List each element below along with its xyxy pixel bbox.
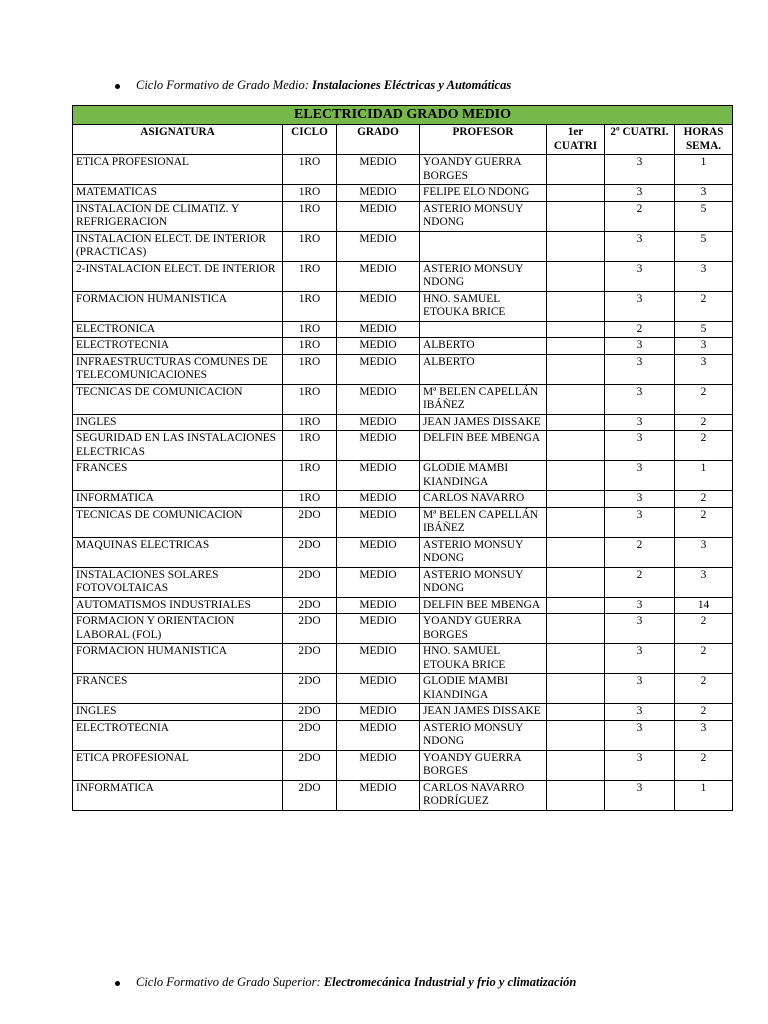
cell-horas-sema: 3 [675,354,733,384]
cell-2o-cuatri: 3 [605,614,675,644]
table-row [73,155,733,185]
cell-2o-cuatri: 3 [605,704,675,721]
cell-1er-cuatri [547,155,605,185]
cycle-lead-text: Ciclo Formativo de Grado Superior: [136,975,324,989]
cell-horas-sema: 1 [675,155,733,185]
cell-2o-cuatri: 3 [605,507,675,537]
cell-asignatura: TECNICAS DE COMUNICACION [73,384,283,414]
cell-2o-cuatri: 3 [605,185,675,202]
table-row [73,201,733,231]
cell-horas-sema: 5 [675,231,733,261]
table-row [73,354,733,384]
cell-horas-sema: 3 [675,338,733,355]
table-body [73,155,733,811]
cell-asignatura: ELECTRONICA [73,321,283,338]
cell-horas-sema: 2 [675,491,733,508]
cell-grado: MEDIO [337,644,420,674]
cell-2o-cuatri: 2 [605,537,675,567]
cell-asignatura: INGLES [73,704,283,721]
cell-asignatura: MAQUINAS ELECTRICAS [73,537,283,567]
cell-1er-cuatri [547,338,605,355]
cell-ciclo: 1RO [283,491,337,508]
cell-profesor: DELFIN BEE MBENGA [420,597,547,614]
cell-ciclo: 1RO [283,291,337,321]
cell-asignatura: SEGURIDAD EN LAS INSTALACIONES ELECTRICAS [73,431,283,461]
cell-profesor: ALBERTO [420,354,547,384]
cell-profesor: HNO. SAMUEL ETOUKA BRICE [420,291,547,321]
cell-1er-cuatri [547,507,605,537]
cell-grado: MEDIO [337,461,420,491]
cell-grado: MEDIO [337,321,420,338]
cell-2o-cuatri: 2 [605,567,675,597]
table-row [73,231,733,261]
cell-grado: MEDIO [337,704,420,721]
cell-asignatura: FORMACION HUMANISTICA [73,291,283,321]
cell-2o-cuatri: 3 [605,674,675,704]
cell-1er-cuatri [547,614,605,644]
cell-grado: MEDIO [337,507,420,537]
table-row [73,321,733,338]
cell-ciclo: 1RO [283,414,337,431]
cell-grado: MEDIO [337,674,420,704]
cell-asignatura: 2-INSTALACION ELECT. DE INTERIOR [73,261,283,291]
cell-profesor: DELFIN BEE MBENGA [420,431,547,461]
cell-profesor [420,321,547,338]
cell-2o-cuatri: 3 [605,155,675,185]
cell-ciclo: 2DO [283,780,337,810]
cell-2o-cuatri: 2 [605,201,675,231]
cell-horas-sema: 3 [675,567,733,597]
cell-horas-sema: 5 [675,321,733,338]
cell-2o-cuatri: 3 [605,750,675,780]
cell-horas-sema: 3 [675,185,733,202]
header-profesor: PROFESOR [420,125,547,155]
cell-grado: MEDIO [337,185,420,202]
cell-asignatura: ETICA PROFESIONAL [73,750,283,780]
cell-horas-sema: 3 [675,720,733,750]
cell-grado: MEDIO [337,201,420,231]
table-row [73,291,733,321]
cell-profesor: ALBERTO [420,338,547,355]
cell-asignatura: ETICA PROFESIONAL [73,155,283,185]
cell-profesor: ASTERIO MONSUY NDONG [420,720,547,750]
table-row [73,597,733,614]
cell-1er-cuatri [547,780,605,810]
cell-grado: MEDIO [337,155,420,185]
cell-1er-cuatri [547,461,605,491]
cell-asignatura: INFORMATICA [73,780,283,810]
cell-ciclo: 2DO [283,507,337,537]
cell-asignatura: INSTALACION DE CLIMATIZ. Y REFRIGERACION [73,201,283,231]
cell-1er-cuatri [547,201,605,231]
cell-2o-cuatri: 3 [605,354,675,384]
cell-grado: MEDIO [337,780,420,810]
cell-2o-cuatri: 3 [605,720,675,750]
cell-ciclo: 1RO [283,384,337,414]
cell-horas-sema: 2 [675,644,733,674]
cell-horas-sema: 2 [675,750,733,780]
cell-asignatura: FRANCES [73,461,283,491]
cell-grado: MEDIO [337,491,420,508]
table-row [73,384,733,414]
cell-grado: MEDIO [337,537,420,567]
table-row [73,185,733,202]
cell-2o-cuatri: 3 [605,414,675,431]
cell-1er-cuatri [547,537,605,567]
cell-ciclo: 1RO [283,321,337,338]
cycle-lead-text: Ciclo Formativo de Grado Medio: [136,78,313,92]
cell-profesor: Mª BELEN CAPELLÁN IBÁÑEZ [420,507,547,537]
cell-horas-sema: 2 [675,414,733,431]
cell-grado: MEDIO [337,567,420,597]
header-1er-cuatri: 1er CUATRI [547,125,605,155]
cell-ciclo: 2DO [283,720,337,750]
cell-profesor [420,231,547,261]
cell-profesor: ASTERIO MONSUY NDONG [420,201,547,231]
bullet-dot-icon [115,84,120,89]
table-banner: ELECTRICIDAD GRADO MEDIO [73,106,733,125]
header-ciclo: CICLO [283,125,337,155]
cell-horas-sema: 1 [675,780,733,810]
cell-asignatura: INFRAESTRUCTURAS COMUNES DE TELECOMUNICACIONES [73,354,283,384]
cell-asignatura: INFORMATICA [73,491,283,508]
cell-1er-cuatri [547,720,605,750]
cell-asignatura: AUTOMATISMOS INDUSTRIALES [73,597,283,614]
cell-grado: MEDIO [337,291,420,321]
schedule-table [72,105,733,811]
header-grado: GRADO [337,125,420,155]
cell-2o-cuatri: 3 [605,231,675,261]
cell-horas-sema: 2 [675,674,733,704]
cell-ciclo: 2DO [283,537,337,567]
cell-1er-cuatri [547,231,605,261]
cell-profesor: YOANDY GUERRA BORGES [420,155,547,185]
cell-1er-cuatri [547,491,605,508]
table-row [73,414,733,431]
table-row [73,704,733,721]
table-row [73,720,733,750]
header-horas-sema: HORAS SEMA. [675,125,733,155]
cell-horas-sema: 2 [675,291,733,321]
cell-2o-cuatri: 3 [605,491,675,508]
cell-2o-cuatri: 3 [605,431,675,461]
cell-2o-cuatri: 3 [605,780,675,810]
cell-ciclo: 1RO [283,461,337,491]
cell-1er-cuatri [547,674,605,704]
cell-profesor: CARLOS NAVARRO [420,491,547,508]
table-row [73,567,733,597]
cell-1er-cuatri [547,321,605,338]
cell-2o-cuatri: 3 [605,644,675,674]
cell-horas-sema: 2 [675,507,733,537]
cell-profesor: Mª BELEN CAPELLÁN IBÁÑEZ [420,384,547,414]
cell-profesor: ASTERIO MONSUY NDONG [420,537,547,567]
cell-ciclo: 1RO [283,201,337,231]
cell-grado: MEDIO [337,338,420,355]
cell-asignatura: FRANCES [73,674,283,704]
cell-grado: MEDIO [337,354,420,384]
cell-grado: MEDIO [337,431,420,461]
cell-1er-cuatri [547,185,605,202]
cell-profesor: ASTERIO MONSUY NDONG [420,261,547,291]
cell-grado: MEDIO [337,384,420,414]
cell-horas-sema: 2 [675,704,733,721]
cell-asignatura: INSTALACIONES SOLARES FOTOVOLTAICAS [73,567,283,597]
cell-profesor: FELIPE ELO NDONG [420,185,547,202]
cycle-title-text: Electromecánica Industrial y frio y climatización [323,975,577,989]
cell-1er-cuatri [547,431,605,461]
cell-profesor: YOANDY GUERRA BORGES [420,614,547,644]
cell-asignatura: INGLES [73,414,283,431]
cell-2o-cuatri: 3 [605,338,675,355]
cell-ciclo: 1RO [283,354,337,384]
bullet-dot-icon [115,981,120,986]
cell-1er-cuatri [547,354,605,384]
header-asignatura: ASIGNATURA [73,125,283,155]
cell-grado: MEDIO [337,261,420,291]
cell-ciclo: 1RO [283,231,337,261]
table-row [73,644,733,674]
cell-horas-sema: 5 [675,201,733,231]
cell-2o-cuatri: 3 [605,291,675,321]
cell-ciclo: 1RO [283,431,337,461]
cell-2o-cuatri: 3 [605,384,675,414]
cell-ciclo: 2DO [283,750,337,780]
table-row [73,614,733,644]
cell-profesor: CARLOS NAVARRO RODRÍGUEZ [420,780,547,810]
cell-profesor: GLODIE MAMBI KIANDINGA [420,674,547,704]
table-row [73,261,733,291]
cell-grado: MEDIO [337,614,420,644]
cell-2o-cuatri: 2 [605,321,675,338]
cell-ciclo: 2DO [283,567,337,597]
table-row [73,537,733,567]
cell-1er-cuatri [547,597,605,614]
cell-ciclo: 1RO [283,155,337,185]
cell-1er-cuatri [547,291,605,321]
cell-1er-cuatri [547,704,605,721]
cycle-title-text: Instalaciones Eléctricas y Automáticas [312,78,512,92]
cell-asignatura: ELECTROTECNIA [73,338,283,355]
cell-grado: MEDIO [337,720,420,750]
cell-profesor: ASTERIO MONSUY NDONG [420,567,547,597]
cycle-bullet-grado-medio [115,78,511,93]
cell-asignatura: FORMACION Y ORIENTACION LABORAL (FOL) [73,614,283,644]
cell-asignatura: ELECTROTECNIA [73,720,283,750]
table-row [73,491,733,508]
cell-ciclo: 2DO [283,674,337,704]
cycle-bullet-grado-superior [115,975,576,990]
cell-profesor: JEAN JAMES DISSAKE [420,704,547,721]
cell-1er-cuatri [547,384,605,414]
cell-1er-cuatri [547,750,605,780]
table-row [73,431,733,461]
cell-asignatura: INSTALACION ELECT. DE INTERIOR (PRACTICAS) [73,231,283,261]
cell-horas-sema: 3 [675,537,733,567]
cell-asignatura: TECNICAS DE COMUNICACION [73,507,283,537]
cell-2o-cuatri: 3 [605,261,675,291]
table-row [73,338,733,355]
cell-horas-sema: 2 [675,431,733,461]
cell-horas-sema: 2 [675,384,733,414]
cell-1er-cuatri [547,261,605,291]
cell-ciclo: 1RO [283,338,337,355]
table-row [73,750,733,780]
cell-grado: MEDIO [337,597,420,614]
cell-ciclo: 1RO [283,185,337,202]
cell-ciclo: 2DO [283,704,337,721]
table-row [73,507,733,537]
cell-asignatura: FORMACION HUMANISTICA [73,644,283,674]
cell-horas-sema: 1 [675,461,733,491]
cell-2o-cuatri: 3 [605,461,675,491]
cell-profesor: JEAN JAMES DISSAKE [420,414,547,431]
cell-grado: MEDIO [337,231,420,261]
header-2o-cuatri: 2º CUATRI. [605,125,675,155]
cell-grado: MEDIO [337,414,420,431]
table-header-row [73,125,733,155]
cell-profesor: GLODIE MAMBI KIANDINGA [420,461,547,491]
cell-horas-sema: 3 [675,261,733,291]
table-row [73,461,733,491]
cell-2o-cuatri: 3 [605,597,675,614]
cell-1er-cuatri [547,414,605,431]
cell-horas-sema: 14 [675,597,733,614]
cell-asignatura: MATEMATICAS [73,185,283,202]
cell-profesor: HNO. SAMUEL ETOUKA BRICE [420,644,547,674]
cell-ciclo: 2DO [283,644,337,674]
cell-ciclo: 2DO [283,597,337,614]
cell-ciclo: 2DO [283,614,337,644]
table-row [73,674,733,704]
cell-1er-cuatri [547,644,605,674]
cell-1er-cuatri [547,567,605,597]
cell-horas-sema: 2 [675,614,733,644]
table-row [73,780,733,810]
cell-ciclo: 1RO [283,261,337,291]
cell-profesor: YOANDY GUERRA BORGES [420,750,547,780]
cell-grado: MEDIO [337,750,420,780]
